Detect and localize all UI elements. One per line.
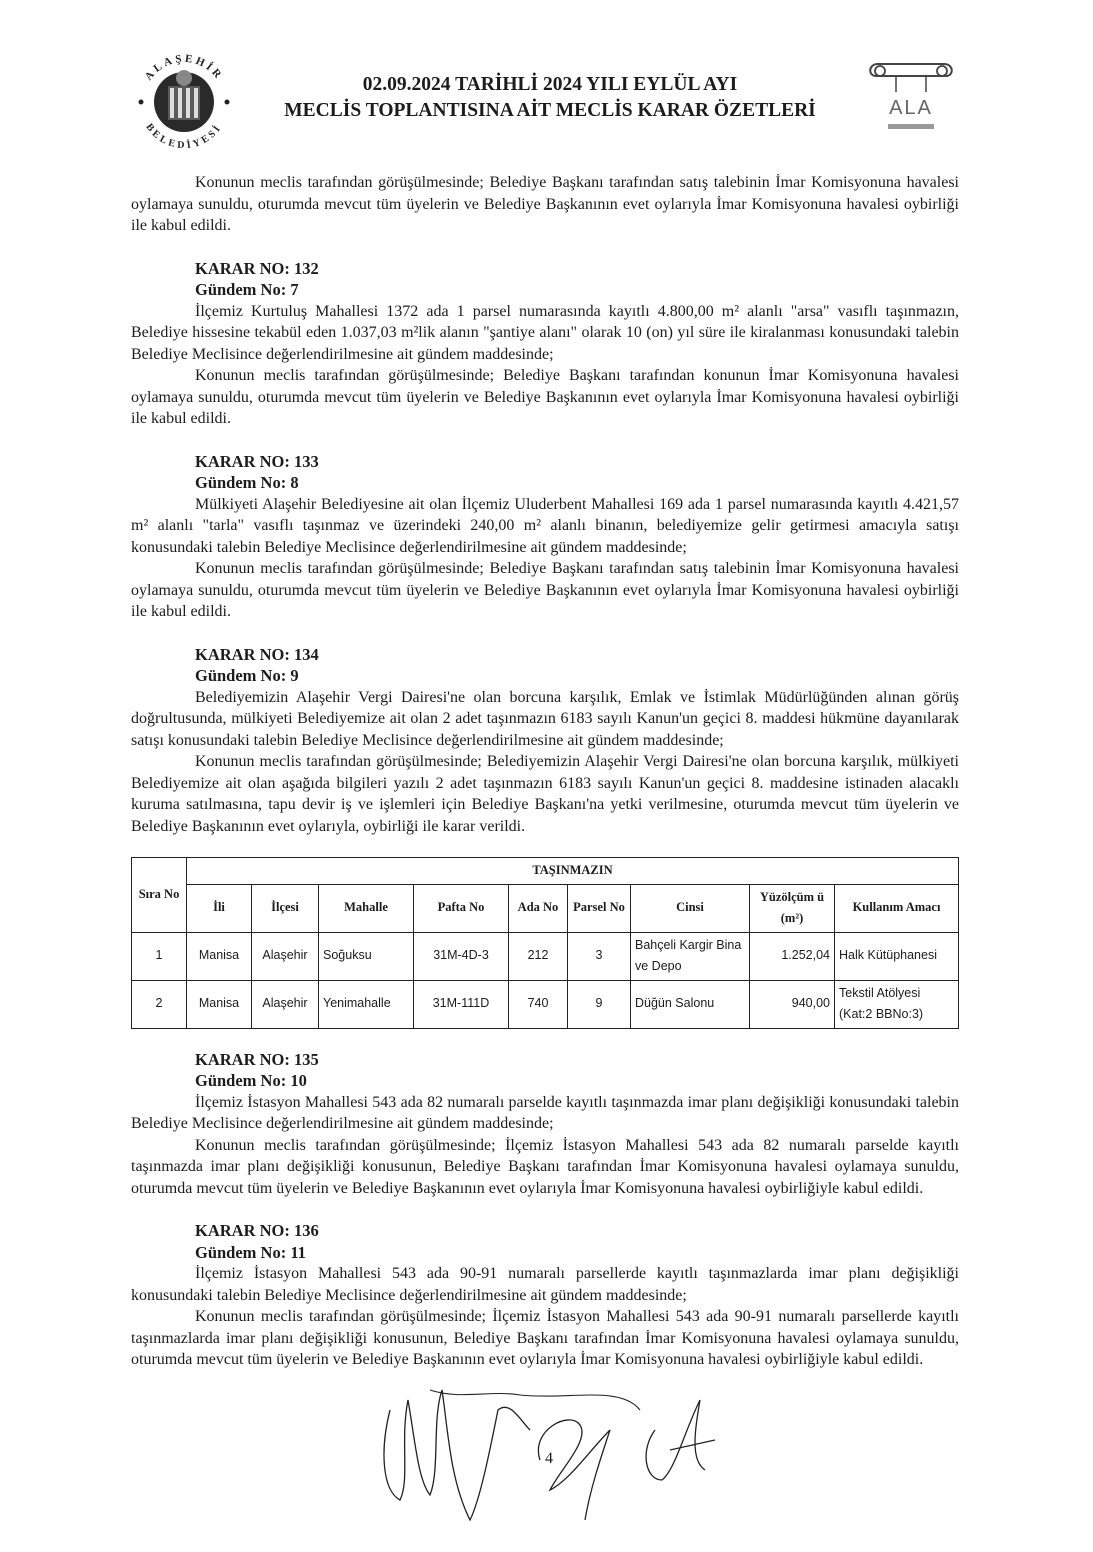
table-row [132,980,959,1028]
ala-column-logo [868,62,954,134]
title-line-1: 02.09.2024 TARİHLİ 2024 YILI EYLÜL AYI [362,74,738,95]
decision-paragraph: Belediyemizin Alaşehir Vergi Dairesi'ne olan borcuna karşılık, Emlak ve İstimlak Müdürlüğünden alınan görüş doğrultusunda, mülkiyeti Belediyemize ait olan 2 adet taşınmazın 6183 sayılı Kanun'un geçici 8. maddesi hükmüne dayanılarak satışı konusundaki talebin Belediye Meclisince değerlendirilmesine ait gündem maddesinde; [131,688,959,749]
table-header-cell: İlçesi [252,884,319,932]
table-header-cell: Yüzölçüm ü (m²) [750,884,835,932]
decision-block [131,644,959,838]
decision-paragraph: İlçemiz İstasyon Mahallesi 543 ada 82 numaralı parselde kayıtlı taşınmazda imar planı değişikliği konusundaki talebin Belediye Meclisince değerlendirilmesine ait gündem maddesinde; [131,1093,959,1132]
intro-paragraph: Konunun meclis tarafından görüşülmesinde; Belediye Başkanı tarafından satış talebinin İmar Komisyonuna havalesi oylamaya sunuldu, oturumda mevcut tüm üyelerin ve Belediye Başkanının evet oylarıyla İmar Komisyonuna havalesi oybirliği ile kabul edildi. [131,174,959,234]
gundem-no: Gündem No: 11 [195,1242,306,1262]
table-cell: 31M-111D [414,980,509,1028]
table-header-cell: Sıra No [132,858,187,933]
gundem-no: Gündem No: 9 [195,666,299,685]
table-header-row [132,858,959,885]
right-logo-text: ALA [889,97,933,119]
table-cell: 740 [509,980,568,1028]
table-cell: Halk Kütüphanesi [835,932,959,980]
karar-no: KARAR NO: 134 [195,644,319,664]
table-cell: 9 [568,980,631,1028]
decision-block [131,1049,959,1200]
table-header-cell: İli [187,884,252,932]
table-header-cell: Cinsi [631,884,750,932]
table-cell: Bahçeli Kargir Bina ve Depo [631,932,750,980]
table-cell: Manisa [187,932,252,980]
decision-paragraph: Konunun meclis tarafından görüşülmesinde; Belediye Başkanı tarafından konunun İmar Komisyonuna havalesi oylamaya sunuldu, oturumda mevcut tüm üyelerin ve Belediye Başkanının evet oylarıyla İmar Komisyonuna havalesi oybirliği ile kabul edildi. [131,367,959,427]
table-cell: Yenimahalle [319,980,414,1028]
page-number: 4 [545,1450,553,1467]
table-cell: 1 [132,932,187,980]
decision-paragraph: Konunun meclis tarafından görüşülmesinde; İlçemiz İstasyon Mahallesi 543 ada 82 numaralı parselde kayıtlı taşınmazda imar planı değişikliği konusunun, Belediye Başkanı tarafından İmar Komisyonuna havalesi oylamaya sunuldu, oturumda mevcut tüm üyelerin ve Belediye Başkanının evet oylarıyla İmar Komisyonuna havalesi oybirliğiyle kabul edildi. [131,1136,959,1197]
table-cell: 940,00 [750,980,835,1028]
karar-no: KARAR NO: 132 [195,258,319,278]
decision-paragraph: İlçemiz İstasyon Mahallesi 543 ada 90-91 numaralı parsellerde kayıtlı taşınmazlarda imar planı değişikliği konusundaki talebin Belediye Meclisince değerlendirilmesine ait gündem maddesinde; [131,1265,959,1304]
table-header-cell: Mahalle [319,884,414,932]
decision-block [131,258,959,430]
karar-no: KARAR NO: 133 [195,451,319,471]
table-header-cell: Parsel No [568,884,631,932]
table-cell: Soğuksu [319,932,414,980]
table-header-cell: Ada No [509,884,568,932]
logo-text-top: ALAŞEHİR [142,52,226,83]
document-body [131,172,959,1371]
table-cell: 1.252,04 [750,932,835,980]
decision-block [131,451,959,623]
table-header-row [132,884,959,932]
table-cell: Alaşehir [252,932,319,980]
decision-block [131,1220,959,1371]
table-cell: Tekstil Atölyesi (Kat:2 BBNo:3) [835,980,959,1028]
table-row [132,932,959,980]
alasehir-municipality-logo [130,46,238,150]
table-cell: 212 [509,932,568,980]
karar-no: KARAR NO: 136 [195,1221,319,1240]
title-line-2: MECLİS TOPLANTISINA AİT MECLİS KARAR ÖZETLERİ [284,100,816,121]
page-title [240,72,860,124]
decision-paragraph: Konunun meclis tarafından görüşülmesinde; İlçemiz İstasyon Mahallesi 543 ada 90-91 numaralı parsellerde kayıtlı taşınmazlarda imar planı değişikliği konusunun, Belediye Başkanı tarafından İmar Komisyonuna havalesi oylamaya sunuldu, oturumda mevcut tüm üyelerin ve Belediye Başkanının evet oylarıyla İmar Komisyonuna havalesi oybirliğiyle kabul edildi. [131,1308,959,1368]
gundem-no: Gündem No: 10 [195,1071,307,1090]
table-header-cell: Kullanım Amacı [835,884,959,932]
gundem-no: Gündem No: 7 [195,280,299,299]
table-cell: Düğün Salonu [631,980,750,1028]
table-cell: Alaşehir [252,980,319,1028]
logo-text-bottom: BELEDİYESİ [143,121,225,150]
decision-paragraph: Konunun meclis tarafından görüşülmesinde; Belediye Başkanı tarafından satış talebinin İmar Komisyonuna havalesi oylamaya sunuldu, oturumda mevcut tüm üyelerin ve Belediye Başkanının evet oylarıyla İmar Komisyonuna havalesi oybirliği ile kabul edildi. [131,560,959,620]
table-group-header: TAŞINMAZIN [187,858,959,885]
table-cell: Manisa [187,980,252,1028]
decision-paragraph: Konunun meclis tarafından görüşülmesinde; Belediyemizin Alaşehir Vergi Dairesi'ne olan borcuna karşılık, mülkiyeti Belediyemize ait olan aşağıda bilgileri yazılı 2 adet taşınmazın 6183 sayılı Kanun'un geçici 8. maddesine istinaden alacaklı kuruma satılmasına, tapu devir iş ve işlemleri için Belediye Başkanı'na yetki verilmesine, oturumda mevcut tüm üyelerin ve Belediye Başkanının evet oylarıyla, oybirliği ile karar verildi. [131,753,959,835]
decision-paragraph: Mülkiyeti Alaşehir Belediyesine ait olan İlçemiz Uluderbent Mahallesi 169 ada 1 parsel numarasında kayıtlı 4.421,57 m² alanlı "tarla" vasıflı taşınmaz ve üzerindeki 240,00 m² alanlı binanın, belediyemize gelir getirmesi amacıyla satışı konusundaki talebin Belediye Meclisince değerlendirilmesine ait gündem maddesinde; [131,495,959,556]
table-header-cell: Pafta No [414,884,509,932]
karar-no: KARAR NO: 135 [195,1049,319,1069]
table-cell: 2 [132,980,187,1028]
gundem-no: Gündem No: 8 [195,473,299,492]
table-cell: 31M-4D-3 [414,932,509,980]
table-cell: 3 [568,932,631,980]
decision-paragraph: İlçemiz Kurtuluş Mahallesi 1372 ada 1 parsel numarasında kayıtlı 4.800,00 m² alanlı "arsa" vasıflı taşınmazın, Belediye hissesine tekabül eden 1.037,03 m²lik alanın "şantiye alanı" olarak 10 (on) yıl süre ile kiralanması konusundaki talebin Belediye Meclisince değerlendirilmesine ait gündem maddesinde; [131,302,959,363]
property-table [131,857,959,1029]
